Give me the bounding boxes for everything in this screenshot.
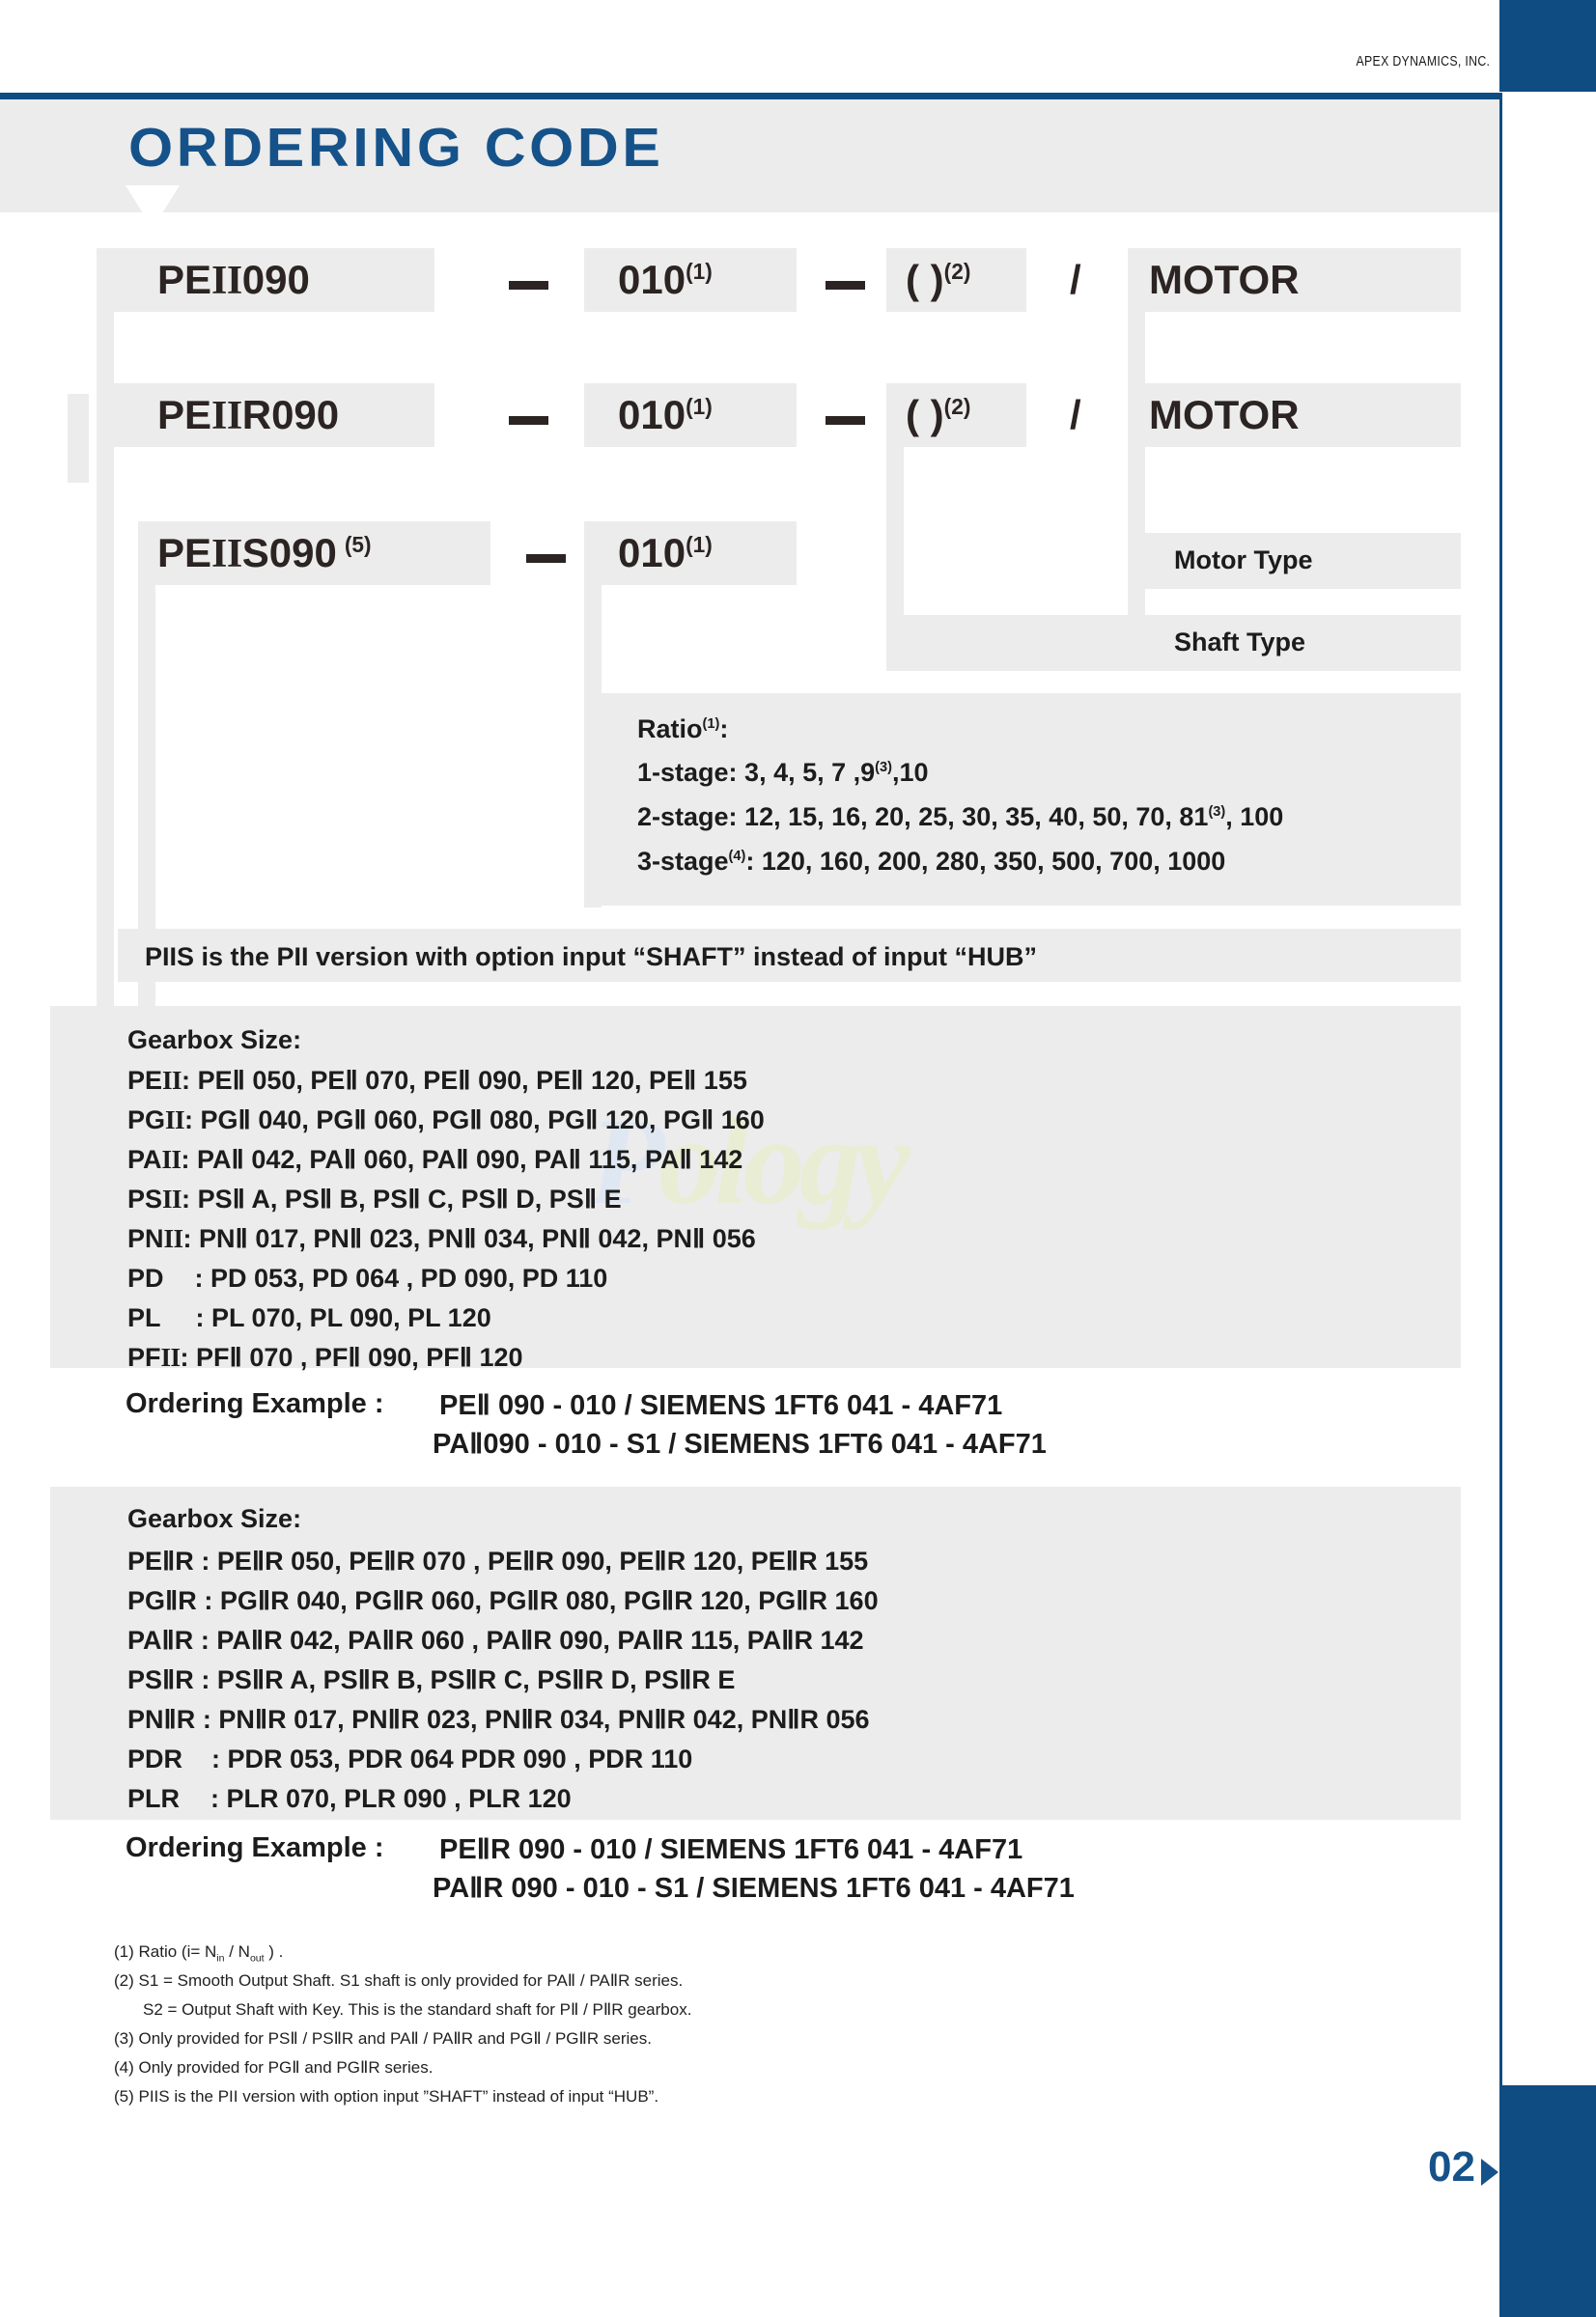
watermark-part-b: ology [658, 1093, 905, 1230]
shaft-type-label: Shaft Type [1174, 628, 1306, 656]
ordering-example-2-line1: PEⅡR 090 - 010 / SIEMENS 1FT6 041 - 4AF71 [439, 1834, 1023, 1865]
model-code-row1: PEII090 [157, 257, 310, 303]
right-vertical-rule [1499, 93, 1502, 2178]
page-number: 02 [1428, 2143, 1475, 2191]
title-notch [126, 185, 180, 229]
motor-type-label: Motor Type [1174, 545, 1313, 574]
gearbox-2-row: PNⅡR : PNⅡR 017, PNⅡR 023, PNⅡR 034, PNⅡR 042, PNⅡR 056 [127, 1705, 870, 1734]
ordering-example-1-label: Ordering Example : [126, 1388, 384, 1419]
page-arrow-icon [1481, 2159, 1498, 2186]
ratio-stage-1: 1-stage: 3, 4, 5, 7 ,9$^{(3)}$,10 [637, 758, 929, 787]
ordering-example-2-line2: PAⅡR 090 - 010 - S1 / SIEMENS 1FT6 041 - 4AF71 [433, 1873, 1075, 1904]
gearbox-1-row: PSII: PSⅡ A, PSⅡ B, PSⅡ C, PSⅡ D, PSⅡ E [127, 1185, 622, 1214]
dash-2-row1 [826, 281, 865, 290]
ratio-stage-3: 3-stage$^{(4)}$: 120, 160, 200, 280, 350, 500, 700, 1000 [637, 847, 1226, 876]
footnote-1: (1) Ratio ($i= N_{in} / N_{out}$ ) . [114, 1942, 284, 1965]
gearbox-1-row: PD : PD 053, PD 064 , PD 090, PD 110 [127, 1264, 608, 1293]
gearbox-2-row: PDR : PDR 053, PDR 064 PDR 090 , PDR 110 [127, 1745, 693, 1773]
header-corner-block [1499, 0, 1596, 92]
dash-2-row2 [826, 416, 865, 425]
model-code-row3: PEIIS090 $^{(5)}$ [157, 530, 372, 576]
ratio-code-row2: 010$^{(1)}$ [618, 392, 713, 437]
gearbox-1-row: PAII: PAⅡ 042, PAⅡ 060, PAⅡ 090, PAⅡ 115, PAⅡ 142 [127, 1145, 743, 1174]
ordering-example-1-line2: PAⅡ090 - 010 - S1 / SIEMENS 1FT6 041 - 4AF71 [433, 1429, 1047, 1460]
ordering-example-2-label: Ordering Example : [126, 1832, 384, 1863]
dash-1-row1 [509, 281, 548, 290]
slash-row1: / [1070, 257, 1081, 302]
watermark-part-a: P [589, 1093, 659, 1230]
gearbox-1-row: PNII: PNⅡ 017, PNⅡ 023, PNⅡ 034, PNⅡ 042, PNⅡ 056 [127, 1224, 756, 1253]
dash-1-row2 [509, 416, 548, 425]
footnote-5: (5) PIIS is the PII version with option input ”SHAFT” instead of input “HUB”. [114, 2087, 659, 2106]
ratio-code-row3: 010$^{(1)}$ [618, 530, 713, 575]
gearbox-2-row: PEⅡR : PEⅡR 050, PEⅡR 070 , PEⅡR 090, PEⅡR 120, PEⅡR 155 [127, 1547, 869, 1576]
footnote-4: (4) Only provided for PGⅡ and PGⅡR series. [114, 2058, 434, 2077]
shaft-code-row1: ( )$^{(2)}$ [906, 257, 971, 302]
gearbox-2-row: PGⅡR : PGⅡR 040, PGⅡR 060, PGⅡR 080, PGⅡR 120, PGⅡR 160 [127, 1586, 879, 1615]
gearbox-1-row: PGII: PGⅡ 040, PGⅡ 060, PGⅡ 080, PGⅡ 120, PGⅡ 160 [127, 1105, 765, 1134]
footnote-2: (2) S1 = Smooth Output Shaft. S1 shaft is only provided for PAⅡ / PAⅡR series. [114, 1971, 684, 1990]
gearbox-1-row: PFII: PFⅡ 070 , PFⅡ 090, PFⅡ 120 [127, 1343, 523, 1372]
gearbox-1-row: PEII: PEⅡ 050, PEⅡ 070, PEⅡ 090, PEⅡ 120, PEⅡ 155 [127, 1066, 747, 1095]
connector-bracket-outer [68, 394, 89, 483]
ordering-example-1-line1: PEⅡ 090 - 010 / SIEMENS 1FT6 041 - 4AF71 [439, 1390, 1003, 1421]
piis-note: PIIS is the PII version with option input “SHAFT” instead of input “HUB” [145, 942, 1037, 971]
gearbox-2-row: PLR : PLR 070, PLR 090 , PLR 120 [127, 1784, 572, 1813]
model-code-row2: PEIIR090 [157, 392, 340, 438]
gearbox-2-row: PSⅡR : PSⅡR A, PSⅡR B, PSⅡR C, PSⅡR D, PSⅡR E [127, 1665, 736, 1694]
shaft-code-row2: ( )$^{(2)}$ [906, 392, 971, 437]
ratio-heading: Ratio$^{(1)}$: [637, 714, 729, 743]
footnote-2b: S2 = Output Shaft with Key. This is the standard shaft for PⅡ / PⅡR gearbox. [143, 2000, 692, 2019]
gearbox-2-row: PAⅡR : PAⅡR 042, PAⅡR 060 , PAⅡR 090, PAⅡR 115, PAⅡR 142 [127, 1626, 864, 1655]
ratio-stage-2: 2-stage: 12, 15, 16, 20, 25, 30, 35, 40, 50, 70, 81$^{(3)}$, 100 [637, 802, 1284, 831]
page-title: ORDERING CODE [128, 117, 664, 179]
ratio-code-row1: 010$^{(1)}$ [618, 257, 713, 302]
footer-corner-block [1499, 2085, 1596, 2317]
gearbox-2-heading: Gearbox Size: [127, 1504, 302, 1533]
gearbox-1-heading: Gearbox Size: [127, 1025, 302, 1054]
dash-1-row3 [526, 554, 566, 563]
gearbox-1-row: PL : PL 070, PL 090, PL 120 [127, 1303, 491, 1332]
header-rule [0, 93, 1499, 99]
motor-label-row1: MOTOR [1149, 257, 1300, 302]
slash-row2: / [1070, 392, 1081, 437]
footnote-3: (3) Only provided for PSⅡ / PSⅡR and PAⅡ / PAⅡR and PGⅡ / PGⅡR series. [114, 2029, 652, 2048]
company-name: APEX DYNAMICS, INC. [1356, 53, 1490, 70]
motor-label-row2: MOTOR [1149, 392, 1300, 437]
